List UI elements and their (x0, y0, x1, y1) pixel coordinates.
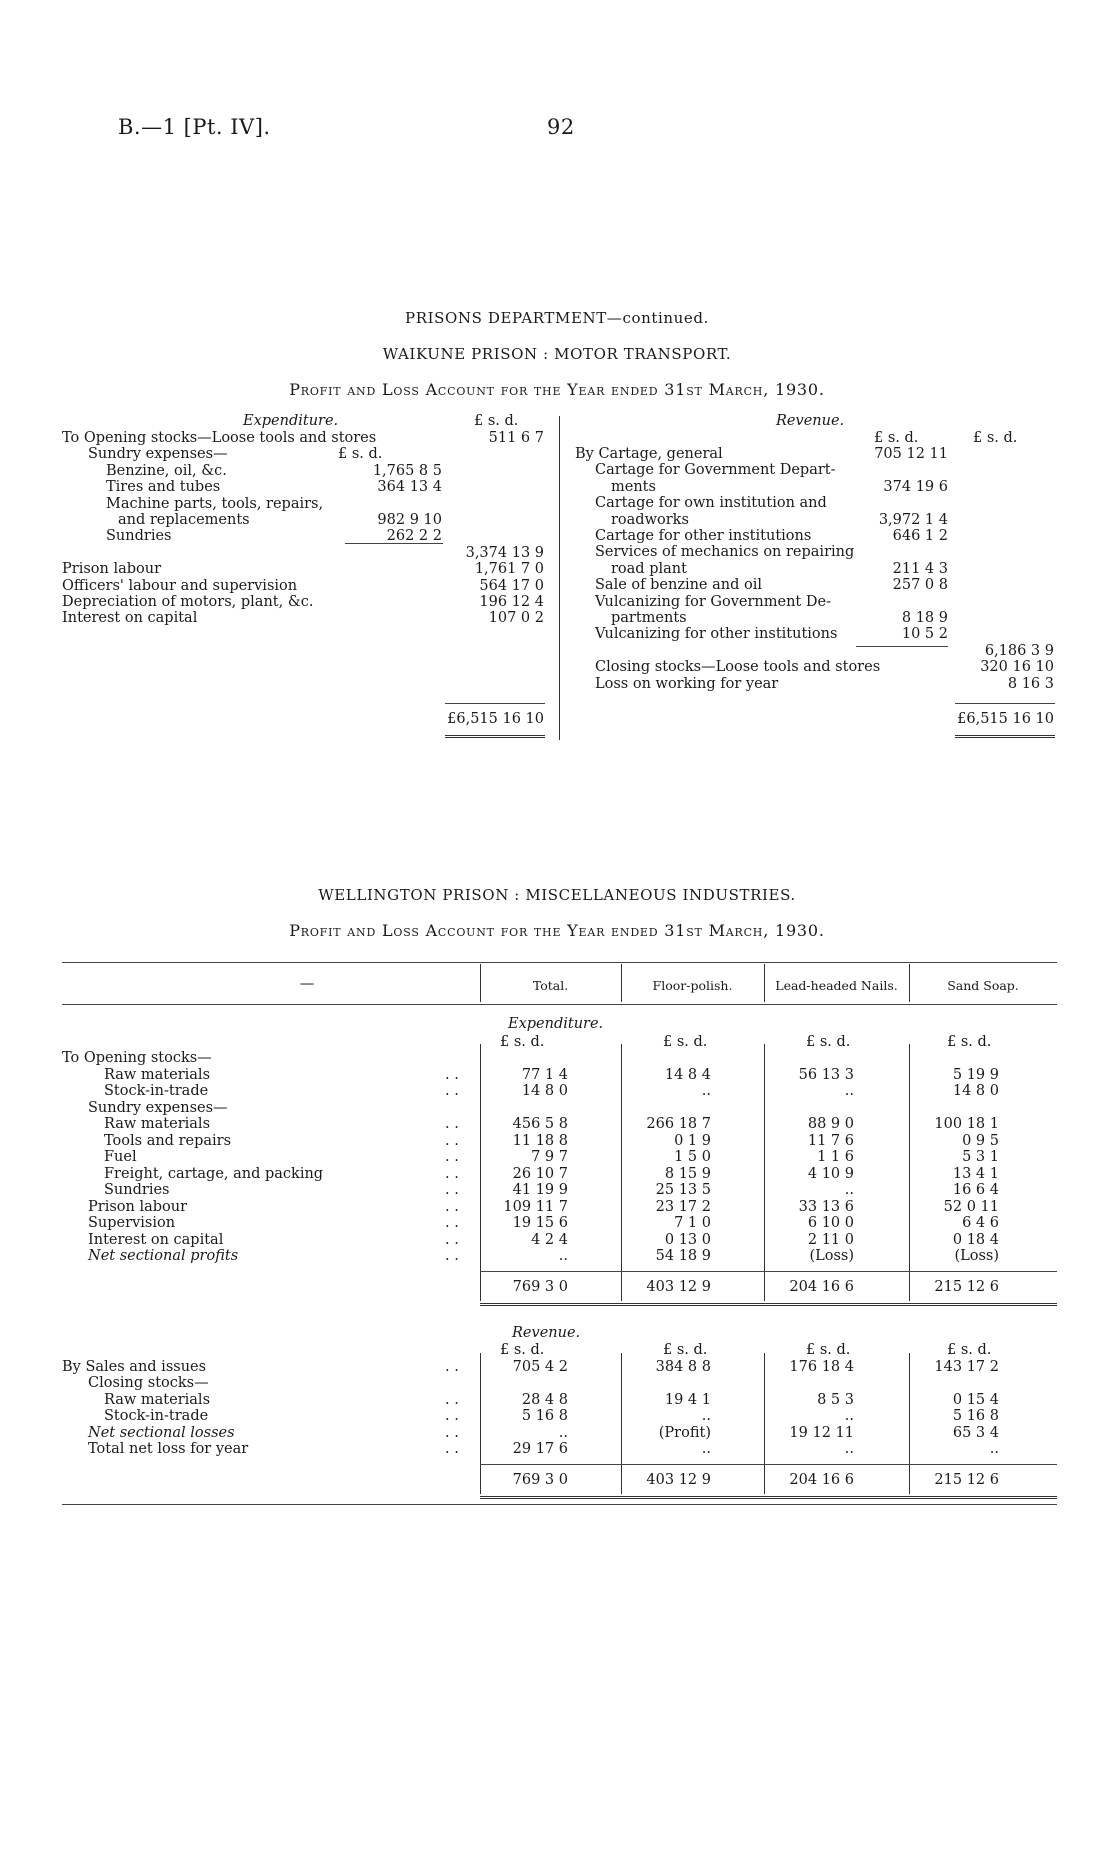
lsd-header: £ s. d. (874, 430, 919, 446)
revenue-line-subamount: 10 5 2 (901, 626, 948, 643)
row-value: .. (989, 1441, 999, 1457)
row-value: 1 1 6 (817, 1149, 854, 1165)
row-value: 0 15 4 (952, 1391, 999, 1408)
expenditure-line-amount: 511 6 7 (488, 430, 544, 446)
row-value: 5 16 8 (952, 1408, 999, 1424)
revenue-line-label: partments (611, 610, 687, 626)
revenue-line-amount: 8 16 3 (1007, 675, 1054, 692)
row-label: Net sectional losses (88, 1424, 235, 1441)
expenditure-line-label: Benzine, oil, &c. (106, 462, 227, 479)
expenditure-line-label: Machine parts, tools, repairs, (106, 495, 324, 512)
row-value: 109 11 7 (503, 1198, 568, 1215)
column-header-total: Total. (532, 978, 569, 993)
row-value: 11 18 8 (512, 1132, 568, 1149)
revenue-line-label: road plant (611, 560, 687, 577)
lsd-header: £ s. d. (947, 1034, 992, 1050)
lsd-header: £ s. d. (500, 1034, 545, 1050)
revenue-line-label: By Cartage, general (575, 446, 723, 462)
leader-dots: . . (445, 1083, 459, 1099)
department-title (0, 309, 1114, 327)
total-rule (955, 703, 1055, 704)
column-header-lead-headed-nails: Lead-headed Nails. (775, 978, 898, 993)
leader-dots: . . (445, 1424, 459, 1441)
revenue-line-subamount: 257 0 8 (892, 577, 948, 594)
revenue-line-subamount: 646 1 2 (892, 528, 948, 544)
row-value: 0 18 4 (952, 1231, 999, 1248)
row-value: (Loss) (954, 1248, 999, 1264)
row-value: 16 6 4 (952, 1182, 999, 1198)
lsd-header: £ s. d. (947, 1341, 992, 1358)
revenue-line-label: Vulcanizing for Government De- (595, 593, 831, 610)
total-double-rule (955, 735, 1055, 738)
leader-dots: . . (445, 1132, 459, 1149)
leader-dots: . . (445, 1391, 459, 1408)
lsd-header: £ s. d. (663, 1034, 708, 1050)
row-value: 13 4 1 (952, 1165, 999, 1182)
expenditure-total: 403 12 9 (646, 1278, 711, 1295)
column-divider (480, 964, 481, 1002)
row-value: 176 18 4 (789, 1358, 854, 1375)
row-value: (Profit) (658, 1424, 711, 1441)
row-label: Raw materials (104, 1066, 211, 1083)
row-value: 26 10 7 (512, 1165, 568, 1182)
row-value: 14 8 4 (664, 1066, 711, 1083)
revenue-line-label: Sale of benzine and oil (595, 577, 762, 594)
row-value: 8 15 9 (664, 1165, 711, 1182)
row-value: 54 18 9 (655, 1248, 711, 1264)
row-value: .. (701, 1083, 711, 1099)
row-label: By Sales and issues (62, 1358, 207, 1375)
row-value: 19 15 6 (512, 1215, 568, 1231)
leader-dots: . . (445, 1182, 459, 1198)
column-divider (764, 964, 765, 1002)
leader-dots: . . (445, 1358, 459, 1375)
waikune-subtitle: Profit and Loss Account for the Year ended 31st March, 1930. (289, 380, 825, 399)
row-value: 143 17 2 (934, 1358, 999, 1375)
row-value: 41 19 9 (512, 1182, 568, 1198)
leader-dots: . . (445, 1231, 459, 1248)
row-label: Raw materials (104, 1116, 211, 1132)
total-rule (445, 703, 545, 704)
revenue-line-label: roadworks (611, 511, 689, 528)
row-value: 456 5 8 (512, 1116, 568, 1132)
row-value: 266 18 7 (646, 1116, 711, 1132)
leader-dots: . . (445, 1066, 459, 1083)
lsd-header: £ s. d. (338, 446, 383, 462)
row-value: (Loss) (809, 1248, 854, 1264)
column-divider (909, 1353, 910, 1494)
expenditure-total: £6,515 16 10 (447, 711, 544, 727)
row-value: 4 10 9 (807, 1165, 854, 1182)
row-value: 5 3 1 (962, 1149, 999, 1165)
leader-dots: . . (445, 1149, 459, 1165)
row-label: Sundries (104, 1182, 170, 1198)
row-label: Interest on capital (88, 1231, 224, 1248)
lsd-header: £ s. d. (806, 1034, 851, 1050)
subtotal-rule (856, 646, 948, 647)
column-header-sand-soap: Sand Soap. (947, 978, 1019, 993)
expenditure-line-label: Prison labour (62, 561, 162, 578)
revenue-heading: Revenue. (512, 1324, 581, 1341)
revenue-total: 769 3 0 (512, 1471, 568, 1488)
column-divider (764, 1353, 765, 1494)
column-divider (480, 1044, 481, 1301)
row-label: Closing stocks— (88, 1375, 209, 1391)
revenue-heading: Revenue. (776, 413, 845, 429)
expenditure-line-amount: 196 12 4 (479, 594, 544, 610)
expenditure-total: 769 3 0 (512, 1278, 568, 1295)
department-title-text: PRISONS DEPARTMENT—continued. (405, 309, 709, 327)
row-value: 7 9 7 (531, 1149, 568, 1165)
total-rule (480, 1271, 1057, 1272)
total-double-rule (480, 1303, 1057, 1306)
revenue-total: £6,515 16 10 (957, 711, 1054, 727)
row-value: 11 7 6 (807, 1132, 854, 1149)
expenditure-line-amount: 107 0 2 (488, 610, 544, 627)
revenue-line-subamount: 8 18 9 (901, 610, 948, 626)
expenditure-heading: Expenditure. (243, 413, 339, 429)
lsd-header: £ s. d. (500, 1341, 545, 1358)
row-value: 29 17 6 (512, 1441, 568, 1457)
revenue-line-subamount: 374 19 6 (883, 478, 948, 495)
row-label: Net sectional profits (88, 1248, 239, 1264)
row-value: 7 1 0 (674, 1215, 711, 1231)
row-label: Fuel (104, 1149, 137, 1165)
expenditure-line-subamount: 262 2 2 (386, 528, 442, 545)
table-header-rule (62, 1004, 1057, 1005)
row-value: .. (558, 1424, 568, 1441)
expenditure-line-amount: 3,374 13 9 (465, 544, 544, 561)
column-divider (621, 964, 622, 1002)
revenue-line-subamount: 211 4 3 (892, 560, 948, 577)
row-label: To Opening stocks— (62, 1050, 212, 1066)
column-header-floor-polish: Floor-polish. (652, 978, 733, 993)
revenue-line-amount: 320 16 10 (980, 659, 1054, 676)
leader-dots: . . (445, 1165, 459, 1182)
expenditure-line-label: To Opening stocks—Loose tools and stores (62, 430, 377, 446)
lsd-header: £ s. d. (806, 1341, 851, 1358)
lsd-header: £ s. d. (973, 430, 1018, 446)
row-value: 384 8 8 (655, 1358, 711, 1375)
page-number: 92 (547, 115, 575, 139)
row-value: 14 8 0 (521, 1083, 568, 1099)
wellington-subtitle: Profit and Loss Account for the Year ended 31st March, 1930. (289, 921, 825, 940)
expenditure-line-label: and replacements (118, 512, 250, 528)
waikune-title: WAIKUNE PRISON : MOTOR TRANSPORT. (382, 345, 732, 363)
row-value: 705 4 2 (512, 1358, 568, 1375)
revenue-line-label: ments (611, 478, 656, 495)
row-value: .. (844, 1083, 854, 1099)
row-value: 88 9 0 (807, 1116, 854, 1132)
row-value: 100 18 1 (934, 1116, 999, 1132)
row-label: Sundry expenses— (88, 1099, 228, 1116)
expenditure-total: 204 16 6 (789, 1278, 854, 1295)
row-label: Prison labour (88, 1198, 188, 1215)
leader-dots: . . (445, 1116, 459, 1132)
row-value: .. (558, 1248, 568, 1264)
row-value: 2 11 0 (807, 1231, 854, 1248)
row-label: Raw materials (104, 1391, 211, 1408)
total-rule (480, 1464, 1057, 1465)
row-value: 56 13 3 (798, 1066, 854, 1083)
leader-dots: . . (445, 1215, 459, 1231)
expenditure-line-amount: 1,761 7 0 (474, 561, 544, 578)
row-label: Supervision (88, 1215, 176, 1231)
revenue-line-label: Cartage for own institution and (595, 495, 827, 512)
expenditure-line-amount: 564 17 0 (479, 577, 544, 594)
table-bottom-rule (62, 1504, 1057, 1505)
row-value: 23 17 2 (655, 1198, 711, 1215)
row-value: 19 12 11 (789, 1424, 854, 1441)
column-divider (909, 1044, 910, 1301)
revenue-line-label: Loss on working for year (595, 675, 779, 692)
column-divider (621, 1044, 622, 1301)
revenue-line-amount: 6,186 3 9 (984, 642, 1054, 659)
row-label: Freight, cartage, and packing (104, 1165, 324, 1182)
row-value: .. (701, 1441, 711, 1457)
expenditure-line-subamount: 1,765 8 5 (372, 462, 442, 479)
wellington-title: WELLINGTON PRISON : MISCELLANEOUS INDUSTRIES. (318, 886, 796, 904)
row-value: 8 5 3 (817, 1391, 854, 1408)
row-label: Total net loss for year (88, 1441, 249, 1457)
row-value: 5 16 8 (521, 1408, 568, 1424)
revenue-line-label: Vulcanizing for other institutions (595, 626, 838, 643)
row-value: 0 9 5 (962, 1132, 999, 1149)
expenditure-line-label: Depreciation of motors, plant, &c. (62, 594, 314, 610)
expenditure-line-subamount: 982 9 10 (377, 512, 442, 528)
row-value: .. (844, 1441, 854, 1457)
total-double-rule (480, 1496, 1057, 1499)
row-value: .. (844, 1182, 854, 1198)
leader-dots: . . (445, 1198, 459, 1215)
leader-dots: . . (445, 1248, 459, 1264)
revenue-total: 215 12 6 (934, 1471, 999, 1488)
row-value: 77 1 4 (521, 1066, 568, 1083)
expenditure-line-label: Officers' labour and supervision (62, 577, 298, 594)
row-value: 52 0 11 (943, 1198, 999, 1215)
revenue-total: 403 12 9 (646, 1471, 711, 1488)
lsd-header: £ s. d. (663, 1341, 708, 1358)
column-divider (559, 416, 560, 740)
revenue-line-label: Services of mechanics on repairing (595, 544, 855, 561)
column-divider (621, 1353, 622, 1494)
revenue-total: 204 16 6 (789, 1471, 854, 1488)
expenditure-total: 215 12 6 (934, 1278, 999, 1295)
expenditure-line-label: Sundry expenses— (88, 446, 228, 463)
row-value: 33 13 6 (798, 1198, 854, 1215)
revenue-line-label: Closing stocks—Loose tools and stores (595, 659, 881, 676)
row-value: 0 13 0 (664, 1231, 711, 1248)
row-value: 1 5 0 (674, 1149, 711, 1165)
column-header-blank: — (299, 976, 315, 992)
revenue-line-label: Cartage for Government Depart- (595, 462, 836, 479)
expenditure-heading: Expenditure. (508, 1016, 604, 1032)
row-value: .. (701, 1408, 711, 1424)
subtotal-rule (345, 543, 443, 544)
leader-dots: . . (445, 1408, 459, 1424)
column-divider (909, 964, 910, 1002)
revenue-line-subamount: 705 12 11 (874, 446, 948, 462)
row-value: 6 10 0 (807, 1215, 854, 1231)
row-label: Stock-in-trade (104, 1408, 209, 1424)
column-divider (764, 1044, 765, 1301)
row-value: 0 1 9 (674, 1132, 711, 1149)
document-reference: B.—1 [Pt. IV]. (118, 115, 271, 139)
row-value: 25 13 5 (655, 1182, 711, 1198)
row-value: 28 4 8 (521, 1391, 568, 1408)
row-value: 5 19 9 (952, 1066, 999, 1083)
row-value: 65 3 4 (952, 1424, 999, 1441)
expenditure-line-subamount: 364 13 4 (377, 479, 442, 496)
row-label: Tools and repairs (104, 1132, 232, 1149)
expenditure-line-label: Tires and tubes (106, 479, 221, 496)
row-value: .. (844, 1408, 854, 1424)
table-top-rule (62, 962, 1057, 963)
expenditure-line-label: Interest on capital (62, 610, 198, 627)
expenditure-line-label: Sundries (106, 528, 172, 545)
row-label: Stock-in-trade (104, 1083, 209, 1099)
row-value: 14 8 0 (952, 1083, 999, 1099)
row-value: 6 4 6 (962, 1215, 999, 1231)
revenue-line-label: Cartage for other institutions (595, 528, 812, 544)
row-value: 4 2 4 (531, 1231, 568, 1248)
lsd-header: £ s. d. (474, 413, 519, 429)
leader-dots: . . (445, 1441, 459, 1457)
total-double-rule (445, 735, 545, 738)
revenue-line-subamount: 3,972 1 4 (878, 511, 948, 528)
row-value: 19 4 1 (664, 1391, 711, 1408)
